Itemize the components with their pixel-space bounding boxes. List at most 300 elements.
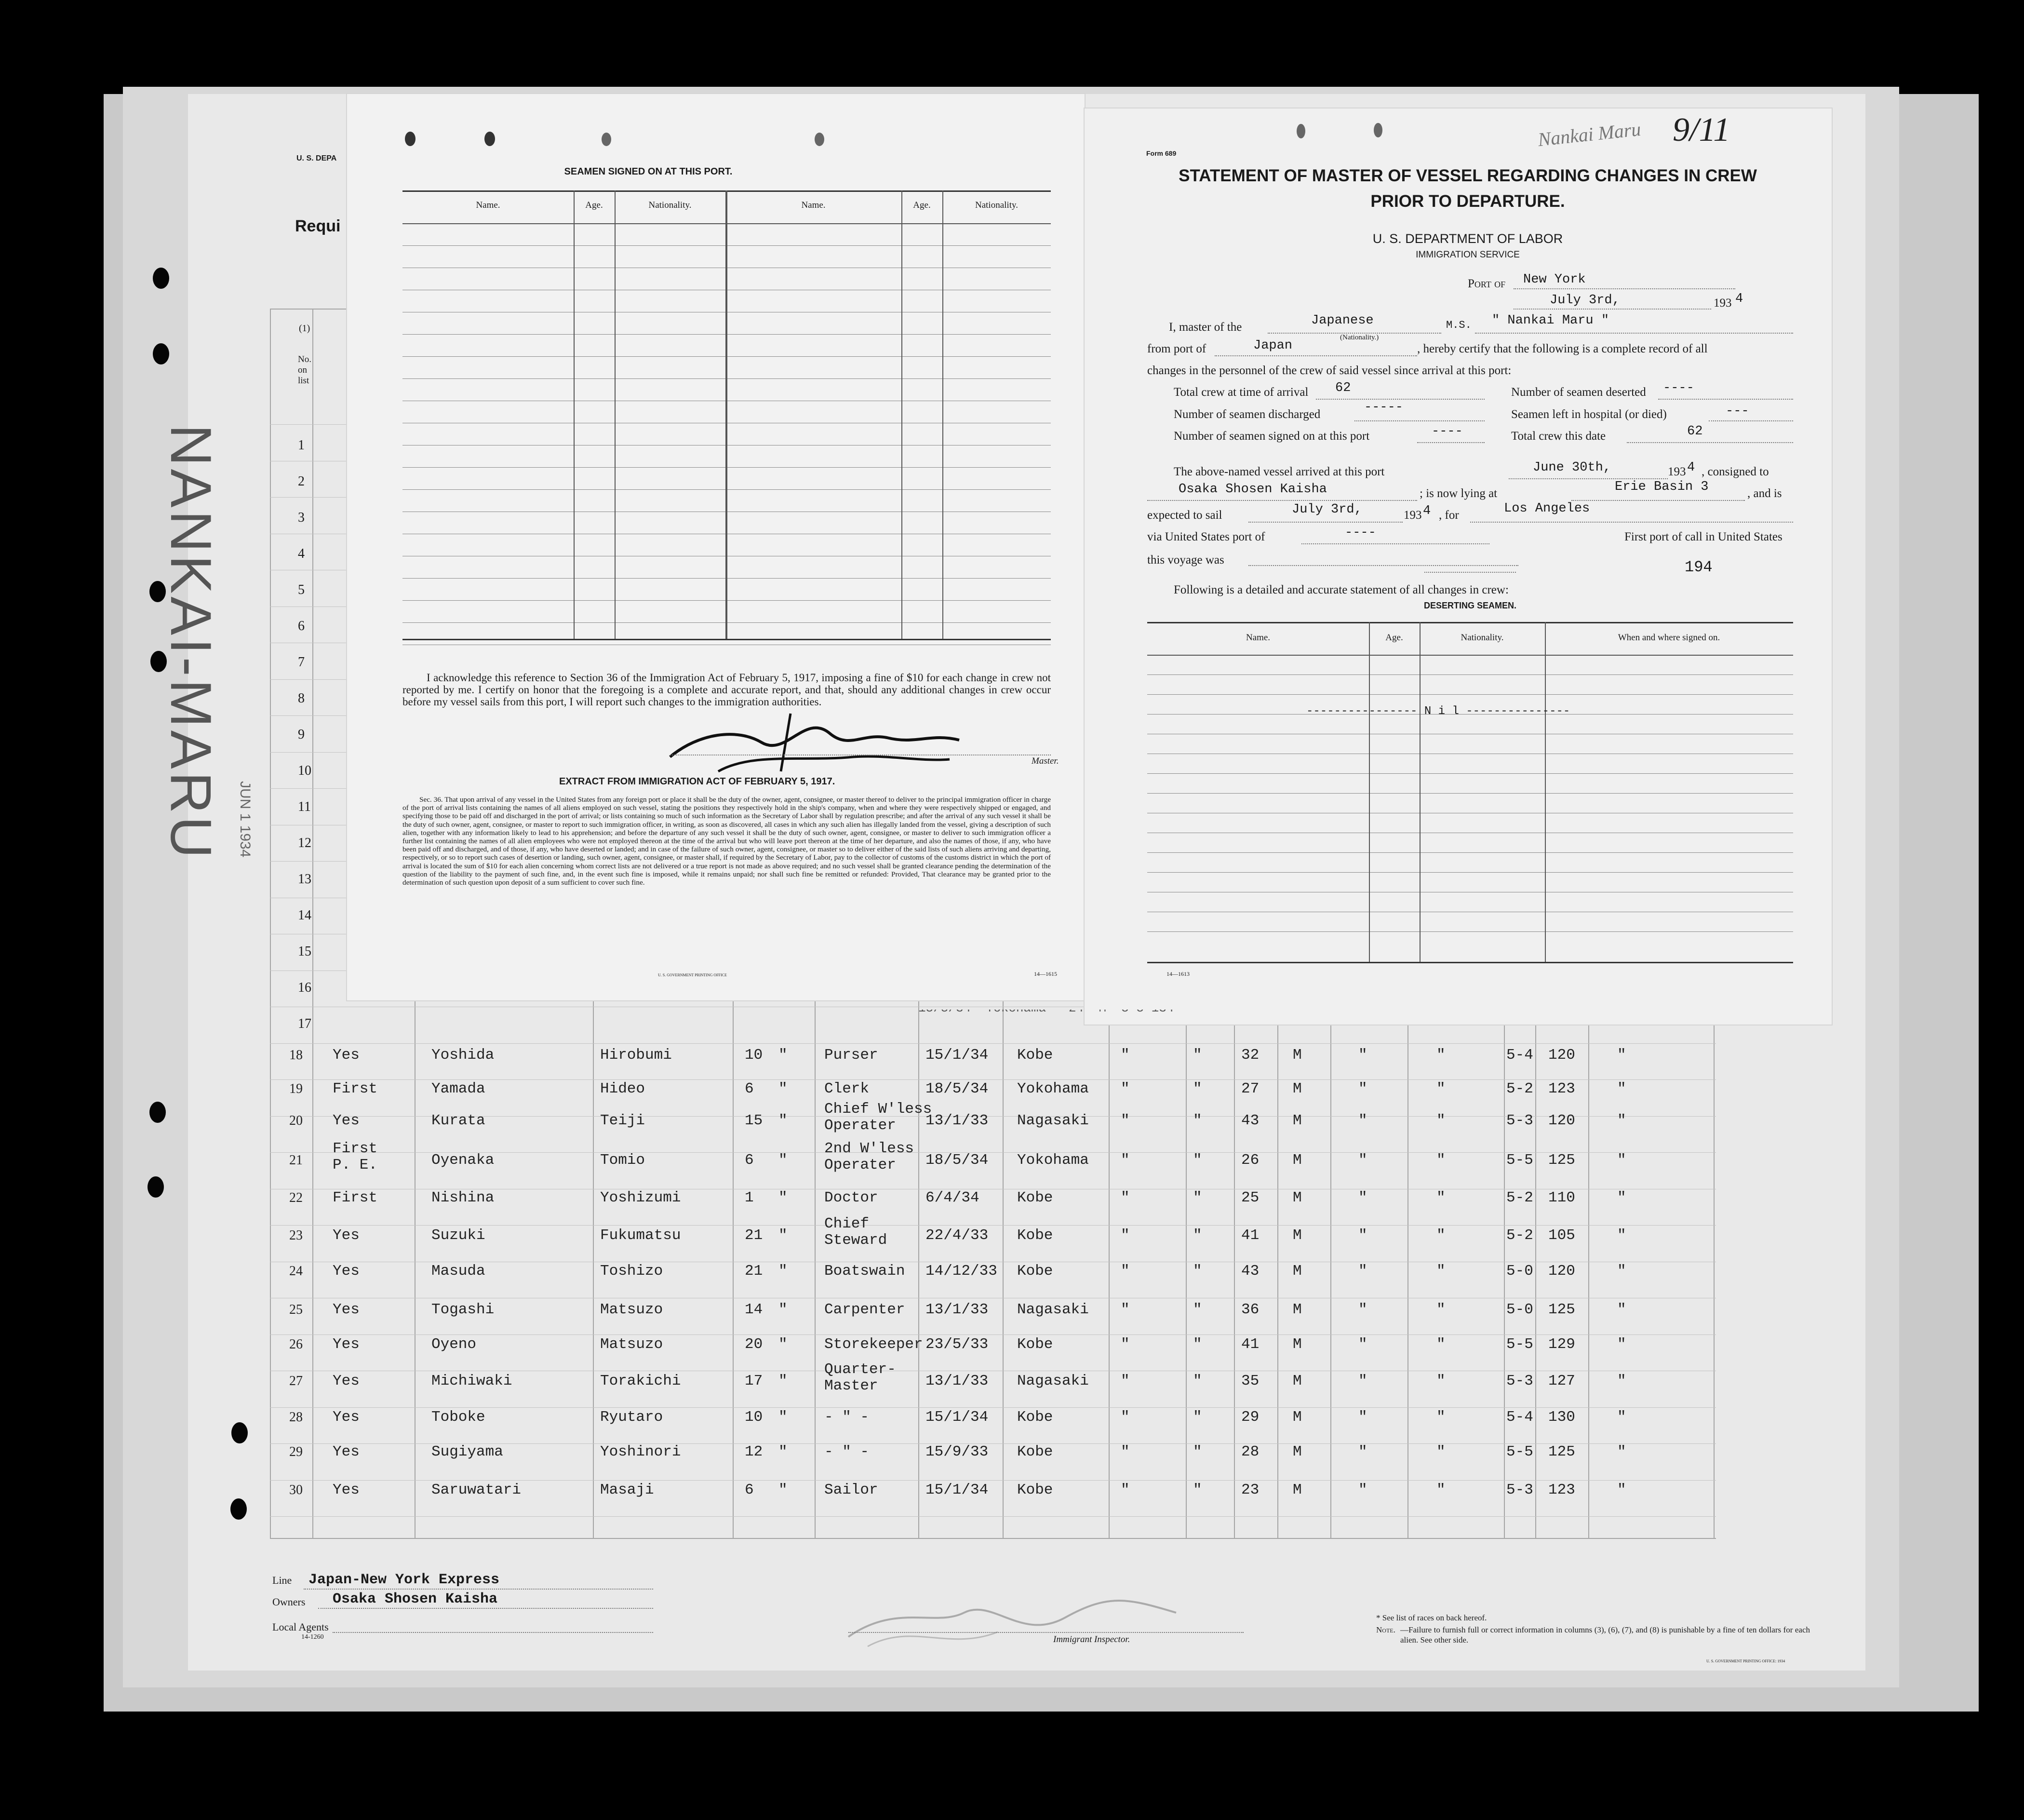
cell-surname: Sugiyama xyxy=(431,1443,503,1460)
cell-age: 29 xyxy=(1241,1409,1260,1426)
cell-no: 18 xyxy=(289,1048,303,1063)
cell-height: 5-2 xyxy=(1506,1227,1533,1244)
cell-q1: " xyxy=(1121,1189,1130,1206)
cell-age: 35 xyxy=(1241,1373,1260,1389)
from-port-value: Japan xyxy=(1253,338,1293,353)
cell-c5: " xyxy=(778,1409,788,1426)
line-rule xyxy=(304,1589,653,1590)
cell-q2: " xyxy=(1193,1336,1202,1353)
header-nationality-2: Nationality. xyxy=(975,200,1018,210)
cell-given: Toshizo xyxy=(600,1263,663,1280)
cell-place: Yokohama xyxy=(1017,1152,1089,1169)
cell-q3: " xyxy=(1358,1482,1367,1498)
cell-surname: Masuda xyxy=(431,1263,485,1280)
cell-weight: 120 xyxy=(1548,1047,1575,1064)
cell-weight: 105 xyxy=(1548,1227,1575,1244)
arrived-label: The above-named vessel arrived at this port xyxy=(1174,465,1385,478)
row-number: 9 xyxy=(298,727,305,742)
cell-yrs: 6 xyxy=(745,1482,754,1498)
row-number: 11 xyxy=(298,799,311,814)
cell-weight: 123 xyxy=(1548,1080,1575,1097)
vessel-name: " Nankai Maru " xyxy=(1492,313,1609,328)
cell-q2: " xyxy=(1193,1189,1202,1206)
discharged: ----- xyxy=(1364,400,1404,415)
cell-weight: 110 xyxy=(1548,1189,1575,1206)
cell-surname: Michiwaki xyxy=(431,1373,512,1389)
acknowledgment-text: I acknowledge this reference to Section 36 of the Immigration Act of February 5, 1917, imposing a fine of $10 for each change in crew not reported by me. I certify on honor that the foregoing is a complete and accurate report, and that, should any additional changes in crew occur before my vessel sails from this port, I will report such changes to the immigration authorities. xyxy=(402,672,1051,708)
sail-year-prefix: 193 xyxy=(1404,509,1422,522)
cell-sex: M xyxy=(1293,1227,1302,1244)
right-title-1: STATEMENT OF MASTER OF VESSEL REGARDING CHANGES IN CREW xyxy=(1179,166,1757,185)
cell-q3: " xyxy=(1358,1301,1367,1318)
total-crew-arrival-label: Total crew at time of arrival xyxy=(1174,386,1309,399)
inspector-rule xyxy=(848,1632,1244,1633)
cell-place: Kobe xyxy=(1017,1409,1053,1426)
cell-given: Matsuzo xyxy=(600,1336,663,1353)
row-number: 15 xyxy=(298,944,311,959)
cell-place: Nagasaki xyxy=(1017,1112,1089,1129)
cell-c5: " xyxy=(778,1301,788,1318)
date-stamp: JUN 1 1934 xyxy=(237,781,253,858)
cell-c5: " xyxy=(778,1189,788,1206)
cell-age: 36 xyxy=(1241,1301,1260,1318)
cell-sex: M xyxy=(1293,1336,1302,1353)
signed-on-label: Number of seamen signed on at this port xyxy=(1174,430,1370,443)
cell-sex: M xyxy=(1293,1112,1302,1129)
cell-q3: " xyxy=(1358,1189,1367,1206)
note-label: Note. xyxy=(1376,1625,1395,1634)
cell-place: Kobe xyxy=(1017,1443,1053,1460)
cell-yrs: 14 xyxy=(745,1301,763,1318)
table-row xyxy=(0,1215,2024,1258)
cell-weight: 123 xyxy=(1548,1482,1575,1498)
port-label: Port of xyxy=(1468,277,1506,290)
cell-height: 5-0 xyxy=(1506,1263,1533,1280)
cell-place: Kobe xyxy=(1017,1482,1053,1498)
lying-value: Erie Basin 3 xyxy=(1615,480,1709,494)
cell-given: Fukumatsu xyxy=(600,1227,681,1244)
cell-c5: " xyxy=(778,1482,788,1498)
cell-q2: " xyxy=(1193,1263,1202,1280)
cell-q1: " xyxy=(1121,1227,1130,1244)
cell-c5: " xyxy=(778,1080,788,1097)
cell-c5: " xyxy=(778,1336,788,1353)
cell-sex: M xyxy=(1293,1482,1302,1498)
line-value: Japan-New York Express xyxy=(308,1572,500,1588)
right-title-2: PRIOR TO DEPARTURE. xyxy=(1370,192,1565,211)
cell-given: Torakichi xyxy=(600,1373,681,1389)
certify-text: , hereby certify that the following is a complete record of all xyxy=(1417,342,1708,355)
header-age: Age. xyxy=(585,200,603,210)
cell-q1: " xyxy=(1121,1336,1130,1353)
table-row xyxy=(0,1477,2024,1513)
arrived-value: June 30th, xyxy=(1533,460,1611,475)
header-name-2: Name. xyxy=(801,200,826,210)
row-number: 14 xyxy=(298,908,311,923)
cell-q4: " xyxy=(1436,1482,1446,1498)
cell-q3: " xyxy=(1358,1080,1367,1097)
cell-q5: " xyxy=(1617,1047,1626,1064)
cell-age: 23 xyxy=(1241,1482,1260,1498)
cell-q3: " xyxy=(1358,1409,1367,1426)
cell-surname: Yoshida xyxy=(431,1047,495,1064)
row-number: 7 xyxy=(298,655,305,670)
cell-q5: " xyxy=(1617,1409,1626,1426)
year-prefix: 193 xyxy=(1714,297,1732,310)
cell-surname: Saruwatari xyxy=(431,1482,522,1498)
cell-date: 22/4/33 xyxy=(925,1227,989,1244)
arrived-year-prefix: 193 xyxy=(1668,465,1686,478)
left-printer: U. S. GOVERNMENT PRINTING OFFICE xyxy=(658,973,727,977)
header-nationality: Nationality. xyxy=(648,200,692,210)
lying-label: ; is now lying at xyxy=(1420,487,1498,500)
note-text: —Failure to furnish full or correct information in columns (3), (6), (7), and (8) is punishable by a fine of ten dollars for each alien. See other side. xyxy=(1400,1625,1810,1645)
cell-q3: " xyxy=(1358,1373,1367,1389)
cell-q4: " xyxy=(1436,1263,1446,1280)
master-label: Master. xyxy=(1032,756,1059,766)
cell-q3: " xyxy=(1358,1227,1367,1244)
cell-capacity: Clerk xyxy=(824,1080,870,1097)
cell-capacity: Storekeeper xyxy=(824,1336,923,1353)
cell-capacity: - " - xyxy=(824,1409,870,1426)
sail-date-rule xyxy=(1248,522,1403,523)
inspector-label: Immigrant Inspector. xyxy=(1053,1634,1130,1645)
cell-surname: Suzuki xyxy=(431,1227,485,1244)
cell-c1: Yes xyxy=(333,1373,360,1389)
discharged-label: Number of seamen discharged xyxy=(1174,408,1321,421)
cell-c5: " xyxy=(778,1263,788,1280)
cell-height: 5-3 xyxy=(1506,1112,1533,1129)
deserted: ---- xyxy=(1663,381,1694,395)
expected-label: expected to sail xyxy=(1147,509,1222,522)
date-value: July 3rd, xyxy=(1550,293,1620,308)
cell-c5: " xyxy=(778,1112,788,1129)
voyage-label: this voyage was xyxy=(1147,553,1224,566)
cell-q4: " xyxy=(1436,1227,1446,1244)
header-age-2: Age. xyxy=(913,200,931,210)
cell-capacity: Sailor xyxy=(824,1482,878,1498)
sail-year: 4 xyxy=(1423,504,1431,518)
cell-c5: " xyxy=(778,1227,788,1244)
cell-height: 5-3 xyxy=(1506,1373,1533,1389)
agents-label: Local Agents xyxy=(272,1621,329,1633)
cell-c1: Yes xyxy=(333,1336,360,1353)
handwritten-194: 194 xyxy=(1685,558,1713,576)
voyage-rule-2 xyxy=(1424,572,1516,573)
cell-given: Matsuzo xyxy=(600,1301,663,1318)
row-number: 13 xyxy=(298,872,311,887)
cell-capacity: Chief W'less Operater xyxy=(824,1101,932,1134)
punch-hole xyxy=(484,132,495,146)
left-form-title: SEAMEN SIGNED ON AT THIS PORT. xyxy=(564,166,733,177)
cell-q1: " xyxy=(1121,1080,1130,1097)
owners-value: Osaka Shosen Kaisha xyxy=(333,1591,498,1607)
cell-place: Kobe xyxy=(1017,1189,1053,1206)
punch-hole xyxy=(1297,124,1305,138)
row-number: 1 xyxy=(298,438,305,453)
cell-yrs: 20 xyxy=(745,1336,763,1353)
cell-weight: 130 xyxy=(1548,1409,1575,1426)
cell-place: Kobe xyxy=(1017,1227,1053,1244)
cell-q5: " xyxy=(1617,1373,1626,1389)
cell-sex: M xyxy=(1293,1152,1302,1169)
cell-surname: Oyenaka xyxy=(431,1152,495,1169)
cell-q2: " xyxy=(1193,1373,1202,1389)
cell-q4: " xyxy=(1436,1080,1446,1097)
header-name: Name. xyxy=(1246,633,1271,643)
cell-capacity: Doctor xyxy=(824,1189,878,1206)
cell-c1: First P. E. xyxy=(333,1140,378,1173)
cell-age: 26 xyxy=(1241,1152,1260,1169)
cell-q2: " xyxy=(1193,1443,1202,1460)
cell-age: 28 xyxy=(1241,1443,1260,1460)
cell-no: 22 xyxy=(289,1190,303,1205)
cell-q4: " xyxy=(1436,1189,1446,1206)
cell-c5: " xyxy=(778,1373,788,1389)
agents-rule xyxy=(333,1632,653,1633)
consigned-label: , consigned to xyxy=(1702,465,1769,478)
table-row xyxy=(0,1404,2024,1440)
cell-given: Teiji xyxy=(600,1112,645,1129)
inspector-signature xyxy=(839,1584,1186,1656)
manifest-printer: U. S. GOVERNMENT PRINTING OFFICE: 1934 xyxy=(1706,1659,1785,1663)
signed-on-rule xyxy=(1417,442,1485,443)
table-row xyxy=(0,1140,2024,1183)
cell-q5: " xyxy=(1617,1336,1626,1353)
cell-capacity: Boatswain xyxy=(824,1263,905,1280)
row-number: 4 xyxy=(298,546,305,561)
cell-q2: " xyxy=(1193,1227,1202,1244)
cell-c5: " xyxy=(778,1047,788,1064)
line-label: Line xyxy=(272,1574,292,1586)
cell-q1: " xyxy=(1121,1152,1130,1169)
cell-q4: " xyxy=(1436,1112,1446,1129)
cell-height: 5-0 xyxy=(1506,1301,1533,1318)
table-row xyxy=(0,1185,2024,1221)
for-label: , for xyxy=(1439,509,1459,522)
cell-place: Nagasaki xyxy=(1017,1301,1089,1318)
service-label: IMMIGRATION SERVICE xyxy=(1416,250,1520,260)
cell-place: Nagasaki xyxy=(1017,1373,1089,1389)
cell-yrs: 6 xyxy=(745,1152,754,1169)
cell-yrs: 6 xyxy=(745,1080,754,1097)
cell-date: 13/1/33 xyxy=(925,1112,989,1129)
cell-q1: " xyxy=(1121,1373,1130,1389)
extract-title: EXTRACT FROM IMMIGRATION ACT OF FEBRUARY 5, 1917. xyxy=(559,776,835,787)
cell-place: Kobe xyxy=(1017,1263,1053,1280)
cell-sex: M xyxy=(1293,1080,1302,1097)
lying-rule xyxy=(1571,500,1745,501)
cell-yrs: 10 xyxy=(745,1047,763,1064)
cell-q1: " xyxy=(1121,1263,1130,1280)
nationality-value: Japanese xyxy=(1311,313,1374,328)
cell-yrs: 15 xyxy=(745,1112,763,1129)
port-rule xyxy=(1514,288,1735,289)
date-rule xyxy=(1514,309,1711,310)
cell-no: 29 xyxy=(289,1444,303,1459)
cell-surname: Togashi xyxy=(431,1301,495,1318)
cell-yrs: 10 xyxy=(745,1409,763,1426)
table-row xyxy=(0,1258,2024,1294)
master-signature xyxy=(660,704,998,781)
cell-place: Kobe xyxy=(1017,1336,1053,1353)
cell-surname: Toboke xyxy=(431,1409,485,1426)
cell-no: 19 xyxy=(289,1081,303,1096)
cell-weight: 125 xyxy=(1548,1152,1575,1169)
cell-no: 20 xyxy=(289,1113,303,1128)
consignee: Osaka Shosen Kaisha xyxy=(1179,482,1327,497)
cell-given: Yoshinori xyxy=(600,1443,681,1460)
cell-capacity: Carpenter xyxy=(824,1301,905,1318)
via-value: ---- xyxy=(1345,526,1376,540)
owners-label: Owners xyxy=(272,1596,306,1608)
manifest-title-fragment: Requi xyxy=(295,217,341,235)
cell-sex: M xyxy=(1293,1373,1302,1389)
vessel-rule xyxy=(1475,333,1793,334)
cell-q3: " xyxy=(1358,1263,1367,1280)
punch-hole xyxy=(602,133,611,146)
master-of-label: I, master of the xyxy=(1169,321,1242,334)
cell-q4: " xyxy=(1436,1047,1446,1064)
left-form-no: 14—1615 xyxy=(1034,971,1057,977)
vessel-name-stamp: NANKAI-MARU xyxy=(159,424,223,862)
table-row xyxy=(0,1332,2024,1367)
row-number: 10 xyxy=(298,763,311,778)
cell-c1: Yes xyxy=(333,1227,360,1244)
row-number: 16 xyxy=(298,980,311,995)
cell-age: 43 xyxy=(1241,1263,1260,1280)
year-value: 4 xyxy=(1735,292,1743,306)
arrived-rule xyxy=(1509,478,1668,479)
cell-weight: 120 xyxy=(1548,1112,1575,1129)
cell-q1: " xyxy=(1121,1112,1130,1129)
right-form-no: 14—1613 xyxy=(1166,971,1190,977)
arrived-year: 4 xyxy=(1687,460,1695,475)
cell-c1: Yes xyxy=(333,1301,360,1318)
total-crew-date: 62 xyxy=(1687,424,1703,439)
cell-no: 27 xyxy=(289,1374,303,1389)
cell-sex: M xyxy=(1293,1443,1302,1460)
total-crew-arrival-rule xyxy=(1316,399,1485,400)
cell-date: 14/12/33 xyxy=(925,1263,997,1280)
cell-no: 30 xyxy=(289,1483,303,1497)
row-number: 17 xyxy=(298,1016,311,1031)
cell-date: 15/9/33 xyxy=(925,1443,989,1460)
punch-hole xyxy=(1374,123,1382,137)
following-text: Following is a detailed and accurate statement of all changes in crew: xyxy=(1174,583,1509,596)
cell-q2: " xyxy=(1193,1080,1202,1097)
hospital-label: Seamen left in hospital (or died) xyxy=(1511,408,1667,421)
cell-date: 15/1/34 xyxy=(925,1047,989,1064)
punch-hole xyxy=(153,268,169,289)
cell-q5: " xyxy=(1617,1189,1626,1206)
cell-q5: " xyxy=(1617,1443,1626,1460)
table-row xyxy=(0,1076,2024,1112)
cell-date: 18/5/34 xyxy=(925,1080,989,1097)
cell-no: 21 xyxy=(289,1153,303,1168)
cell-age: 41 xyxy=(1241,1227,1260,1244)
cell-c1: Yes xyxy=(333,1263,360,1280)
row-number: 8 xyxy=(298,691,305,706)
cell-capacity: 2nd W'less Operater xyxy=(824,1140,914,1173)
cell-q4: " xyxy=(1436,1336,1446,1353)
cell-q4: " xyxy=(1436,1301,1446,1318)
cell-q5: " xyxy=(1617,1301,1626,1318)
cell-q2: " xyxy=(1193,1301,1202,1318)
cell-place: Kobe xyxy=(1017,1047,1053,1064)
destination-rule xyxy=(1470,522,1793,523)
cell-height: 5-5 xyxy=(1506,1443,1533,1460)
cell-age: 41 xyxy=(1241,1336,1260,1353)
header-signed-on: When and where signed on. xyxy=(1618,633,1720,643)
header-age: Age. xyxy=(1385,633,1403,643)
cell-height: 5-5 xyxy=(1506,1336,1533,1353)
row-number: 6 xyxy=(298,619,305,634)
voyage-rule-1 xyxy=(1248,565,1518,566)
cell-no: 26 xyxy=(289,1337,303,1352)
hospital-rule xyxy=(1709,420,1793,421)
cell-yrs: 12 xyxy=(745,1443,763,1460)
cell-c5: " xyxy=(778,1152,788,1169)
cell-q3: " xyxy=(1358,1443,1367,1460)
cell-date: 23/5/33 xyxy=(925,1336,989,1353)
cell-q5: " xyxy=(1617,1152,1626,1169)
cell-q3: " xyxy=(1358,1112,1367,1129)
cell-c1: Yes xyxy=(333,1047,360,1064)
cell-height: 5-3 xyxy=(1506,1482,1533,1498)
cell-q5: " xyxy=(1617,1227,1626,1244)
cell-given: Masaji xyxy=(600,1482,654,1498)
cell-q1: " xyxy=(1121,1409,1130,1426)
dept-label: U. S. DEPARTMENT OF LABOR xyxy=(1372,231,1563,246)
table-row xyxy=(0,1101,2024,1144)
nil-entry: ---------------- N i l --------------- xyxy=(1306,705,1570,718)
table-row xyxy=(0,1042,2024,1078)
cell-date: 18/5/34 xyxy=(925,1152,989,1169)
cell-q1: " xyxy=(1121,1047,1130,1064)
cell-q4: " xyxy=(1436,1152,1446,1169)
from-port-label: from port of xyxy=(1147,342,1206,355)
cell-sex: M xyxy=(1293,1189,1302,1206)
from-port-rule xyxy=(1215,355,1417,356)
cell-q2: " xyxy=(1193,1152,1202,1169)
cell-q5: " xyxy=(1617,1482,1626,1498)
cell-weight: 127 xyxy=(1548,1373,1575,1389)
cell-age: 32 xyxy=(1241,1047,1260,1064)
cell-height: 5-2 xyxy=(1506,1189,1533,1206)
owners-rule xyxy=(318,1608,653,1609)
cell-sex: M xyxy=(1293,1301,1302,1318)
cell-q3: " xyxy=(1358,1152,1367,1169)
cell-yrs: 1 xyxy=(745,1189,754,1206)
cell-given: Ryutaro xyxy=(600,1409,663,1426)
punch-hole xyxy=(153,343,169,364)
cell-weight: 125 xyxy=(1548,1301,1575,1318)
and-is: , and is xyxy=(1747,487,1782,500)
cell-date: 13/1/33 xyxy=(925,1373,989,1389)
manifest-dept-fragment: U. S. DEPA xyxy=(296,154,337,162)
row-number: 3 xyxy=(298,510,305,525)
cell-sex: M xyxy=(1293,1263,1302,1280)
cell-date: 6/4/34 xyxy=(925,1189,979,1206)
form-label: Form 689 xyxy=(1146,149,1177,157)
cell-q4: " xyxy=(1436,1373,1446,1389)
punch-hole xyxy=(815,133,824,146)
total-crew-arrival: 62 xyxy=(1335,381,1351,395)
races-note: * See list of races on back hereof. xyxy=(1376,1613,1487,1622)
cell-capacity: Quarter- Master xyxy=(824,1361,896,1394)
table-row xyxy=(0,1297,2024,1333)
